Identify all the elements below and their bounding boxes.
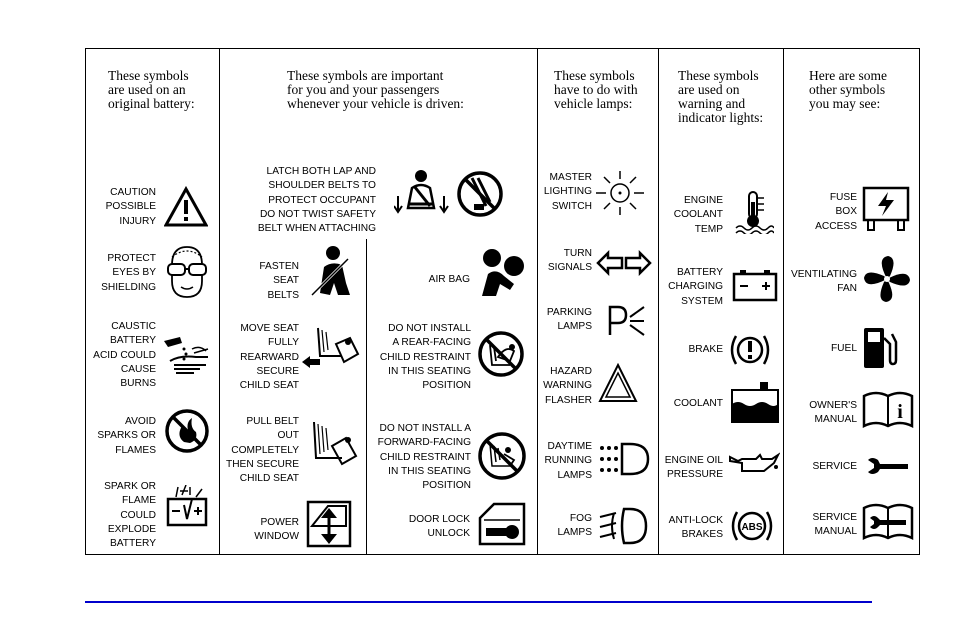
oil-pressure-label: ENGINE OIL PRESSURE	[664, 455, 723, 481]
no-rear-facing-child-seat-icon	[476, 329, 526, 379]
service-manual-label: SERVICE MANUAL	[812, 512, 857, 538]
acid-hand-icon	[160, 335, 212, 375]
protect-eyes-label: PROTECT EYES BY SHIELDING	[101, 253, 156, 293]
latch-belts-icon	[394, 166, 504, 224]
no-rear-facing-label: DO NOT INSTALL A REAR-FACING CHILD RESTRAINT IN THIS SEATING POSITION	[379, 323, 471, 392]
column-divider	[537, 49, 538, 554]
fasten-seatbelts-label: FASTEN SEAT BELTS	[259, 261, 299, 301]
airbag-label: AIR BAG	[428, 274, 470, 285]
other-heading: Here are some other symbols you may see:	[809, 68, 887, 111]
battery-charging-label: BATTERY CHARGING SYSTEM	[668, 267, 723, 307]
lamps-heading: These symbols have to do with vehicle lamps:	[554, 68, 638, 111]
parking-lamps-icon	[606, 303, 648, 337]
engine-coolant-label: ENGINE COOLANT TEMP	[673, 195, 723, 235]
fuel-label: FUEL	[830, 343, 857, 354]
fuel-pump-icon	[862, 326, 898, 370]
column-divider	[658, 49, 659, 554]
no-flames-icon	[164, 408, 210, 454]
hazard-triangle-icon	[598, 363, 638, 405]
oil-can-icon	[728, 451, 780, 475]
service-label: SERVICE	[812, 461, 857, 472]
fan-icon	[862, 254, 912, 304]
owners-manual-icon-text: i	[897, 401, 903, 423]
parking-lamps-label: PARKING LAMPS	[546, 307, 592, 333]
master-lighting-icon	[594, 169, 646, 217]
wrench-icon	[866, 456, 910, 476]
thermometer-icon	[734, 190, 774, 234]
fog-lamps-icon	[598, 507, 650, 545]
door-lock-label: DOOR LOCK UNLOCK	[408, 514, 470, 540]
face-goggles-icon	[164, 243, 210, 301]
column-divider	[219, 49, 220, 554]
column-divider	[783, 49, 784, 554]
service-manual-icon	[862, 502, 914, 540]
coolant-label: COOLANT	[673, 398, 723, 409]
move-seat-label: MOVE SEAT FULLY REARWARD SECURE CHILD SEAT	[239, 323, 299, 392]
caution-label: CAUTION POSSIBLE INJURY	[105, 187, 156, 227]
caustic-acid-label: CAUSTIC BATTERY ACID COULD CAUSE BURNS	[93, 321, 156, 390]
abs-icon	[730, 506, 774, 546]
power-window-icon	[306, 500, 352, 548]
owners-manual-label: OWNER'S MANUAL	[809, 400, 857, 426]
caution-triangle-icon	[164, 186, 208, 228]
bottom-rule	[85, 601, 872, 603]
explode-battery-label: SPARK OR FLAME COULD EXPLODE BATTERY	[104, 481, 156, 550]
fog-lamps-label: FOG LAMPS	[557, 513, 592, 539]
abs-icon-text: ABS	[741, 522, 763, 533]
battery-heading: These symbols are used on an original battery:	[108, 68, 195, 111]
pull-belt-label: PULL BELT OUT COMPLETELY THEN SECURE CHILD SEAT	[225, 416, 299, 485]
warning-heading: These symbols are used on warning and indicator lights:	[678, 68, 764, 125]
seatbelt-icon	[308, 243, 354, 301]
anti-lock-label: ANTI-LOCK BRAKES	[668, 515, 723, 541]
pull-belt-child-seat-icon	[306, 418, 362, 474]
fuse-box-label: FUSE BOX ACCESS	[815, 192, 857, 232]
fuse-box-icon	[862, 186, 910, 232]
latch-belts-label: LATCH BOTH LAP AND SHOULDER BELTS TO PROTECT OCCUPANT DO NOT TWIST SAFETY BELT WHEN ATTACHING	[257, 166, 376, 235]
turn-signals-label: TURN SIGNALS	[547, 248, 592, 274]
brake-icon	[728, 330, 772, 370]
hazard-label: HAZARD WARNING FLASHER	[543, 366, 592, 406]
door-lock-icon	[476, 500, 528, 546]
brake-label: BRAKE	[688, 344, 723, 355]
passengers-heading: These symbols are important for you and your passengers whenever your vehicle is driven:	[287, 68, 464, 111]
avoid-sparks-label: AVOID SPARKS OR FLAMES	[97, 416, 156, 456]
inner-column-divider	[366, 239, 367, 554]
battery-icon	[732, 268, 778, 302]
ventilating-fan-label: VENTILATING FAN	[790, 269, 857, 295]
airbag-icon	[478, 246, 526, 298]
move-seat-rearward-icon	[300, 326, 364, 372]
no-forward-facing-child-seat-icon	[476, 430, 528, 482]
power-window-label: POWER WINDOW	[254, 517, 299, 543]
daytime-running-lamps-icon	[598, 442, 652, 476]
daytime-lamps-label: DAYTIME RUNNING LAMPS	[544, 441, 592, 481]
turn-signals-icon	[596, 250, 652, 276]
exploding-battery-icon	[164, 485, 212, 529]
no-forward-facing-label: DO NOT INSTALL A FORWARD-FACING CHILD RESTRAINT IN THIS SEATING POSITION	[377, 423, 471, 492]
coolant-icon	[730, 380, 780, 424]
master-lighting-label: MASTER LIGHTING SWITCH	[543, 172, 592, 212]
owners-manual-icon	[862, 390, 914, 428]
